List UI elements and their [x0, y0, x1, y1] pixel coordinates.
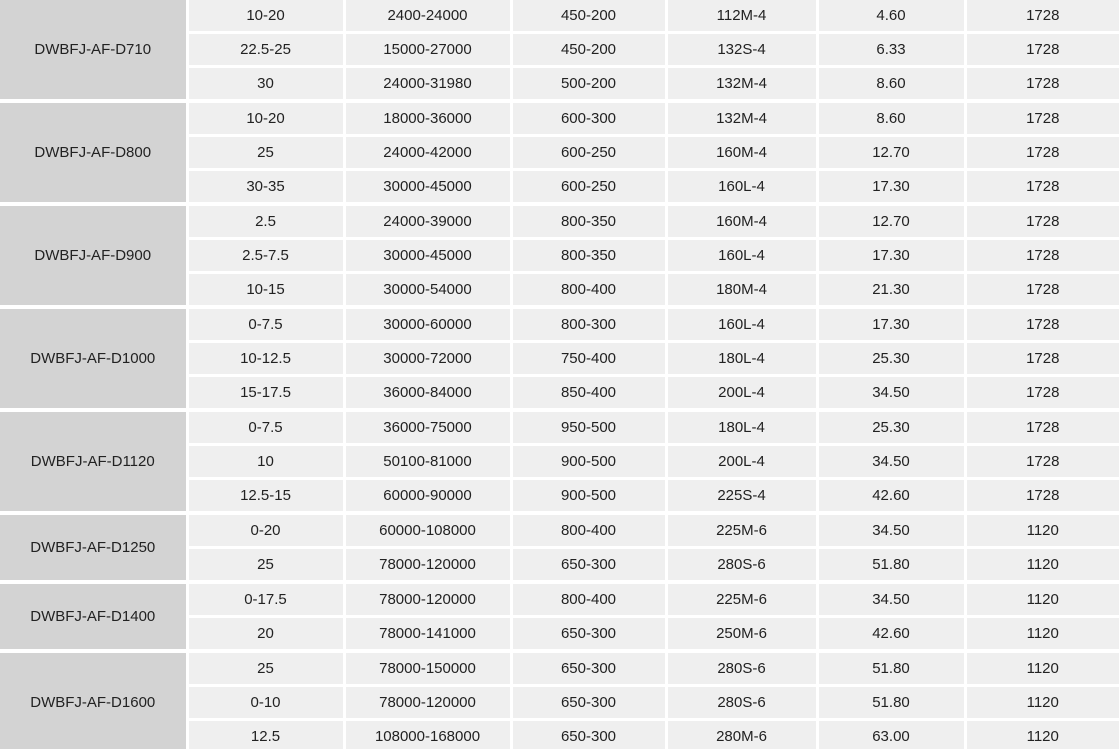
- motor-model-cell: 225S-4: [666, 479, 817, 514]
- pressure-cell: 900-500: [511, 445, 666, 479]
- speed-cell: 1120: [965, 720, 1119, 749]
- pressure-cell: 600-300: [511, 101, 666, 136]
- power-cell: 17.30: [817, 307, 965, 342]
- motor-model-cell: 180L-4: [666, 342, 817, 376]
- speed-cell: 1120: [965, 548, 1119, 583]
- power-cell: 25.30: [817, 410, 965, 445]
- speed-cell: 1728: [965, 445, 1119, 479]
- pressure-cell: 800-350: [511, 204, 666, 239]
- motor-model-cell: 160M-4: [666, 136, 817, 170]
- model-cell: DWBFJ-AF-D1250: [0, 513, 187, 582]
- power-cell: 21.30: [817, 273, 965, 308]
- power-cell: 51.80: [817, 548, 965, 583]
- pressure-cell: 650-300: [511, 686, 666, 720]
- speed-cell: 1728: [965, 342, 1119, 376]
- pressure-cell: 800-300: [511, 307, 666, 342]
- power-cell: 8.60: [817, 67, 965, 102]
- speed-cell: 1728: [965, 67, 1119, 102]
- angle-cell: 25: [187, 651, 344, 686]
- pressure-cell: 900-500: [511, 479, 666, 514]
- speed-cell: 1728: [965, 204, 1119, 239]
- angle-cell: 10-15: [187, 273, 344, 308]
- power-cell: 51.80: [817, 686, 965, 720]
- angle-cell: 0-10: [187, 686, 344, 720]
- speed-cell: 1120: [965, 513, 1119, 548]
- speed-cell: 1728: [965, 0, 1119, 33]
- pressure-cell: 600-250: [511, 136, 666, 170]
- power-cell: 34.50: [817, 376, 965, 411]
- power-cell: 8.60: [817, 101, 965, 136]
- power-cell: 12.70: [817, 136, 965, 170]
- power-cell: 34.50: [817, 513, 965, 548]
- speed-cell: 1120: [965, 582, 1119, 617]
- motor-model-cell: 180M-4: [666, 273, 817, 308]
- speed-cell: 1728: [965, 33, 1119, 67]
- airflow-cell: 36000-75000: [344, 410, 511, 445]
- airflow-cell: 108000-168000: [344, 720, 511, 749]
- power-cell: 51.80: [817, 651, 965, 686]
- angle-cell: 0-7.5: [187, 410, 344, 445]
- angle-cell: 12.5-15: [187, 479, 344, 514]
- airflow-cell: 60000-90000: [344, 479, 511, 514]
- angle-cell: 0-20: [187, 513, 344, 548]
- model-cell: DWBFJ-AF-D900: [0, 204, 187, 307]
- power-cell: 17.30: [817, 170, 965, 205]
- motor-model-cell: 280S-6: [666, 548, 817, 583]
- airflow-cell: 2400-24000: [344, 0, 511, 33]
- model-cell: DWBFJ-AF-D1120: [0, 410, 187, 513]
- table-row: [0, 0, 1119, 33]
- airflow-cell: 78000-120000: [344, 582, 511, 617]
- model-cell: DWBFJ-AF-D800: [0, 101, 187, 204]
- speed-cell: 1120: [965, 617, 1119, 652]
- pressure-cell: 800-350: [511, 239, 666, 273]
- angle-cell: 25: [187, 136, 344, 170]
- pressure-cell: 650-300: [511, 617, 666, 652]
- pressure-cell: 800-400: [511, 273, 666, 308]
- pressure-cell: 500-200: [511, 67, 666, 102]
- motor-model-cell: 112M-4: [666, 0, 817, 33]
- angle-cell: 20: [187, 617, 344, 652]
- speed-cell: 1728: [965, 170, 1119, 205]
- speed-cell: 1120: [965, 686, 1119, 720]
- airflow-cell: 78000-141000: [344, 617, 511, 652]
- angle-cell: 0-7.5: [187, 307, 344, 342]
- power-cell: 34.50: [817, 445, 965, 479]
- motor-model-cell: 160L-4: [666, 239, 817, 273]
- table-row: [0, 101, 1119, 136]
- speed-cell: 1728: [965, 410, 1119, 445]
- angle-cell: 30-35: [187, 170, 344, 205]
- motor-model-cell: 160L-4: [666, 170, 817, 205]
- motor-model-cell: 132M-4: [666, 67, 817, 102]
- pressure-cell: 450-200: [511, 33, 666, 67]
- table-row: [0, 307, 1119, 342]
- motor-model-cell: 160L-4: [666, 307, 817, 342]
- motor-model-cell: 280S-6: [666, 686, 817, 720]
- angle-cell: 25: [187, 548, 344, 583]
- power-cell: 42.60: [817, 479, 965, 514]
- airflow-cell: 30000-45000: [344, 239, 511, 273]
- pressure-cell: 650-300: [511, 651, 666, 686]
- angle-cell: 10-12.5: [187, 342, 344, 376]
- angle-cell: 2.5: [187, 204, 344, 239]
- motor-model-cell: 180L-4: [666, 410, 817, 445]
- power-cell: 63.00: [817, 720, 965, 749]
- model-cell: DWBFJ-AF-D1400: [0, 582, 187, 651]
- angle-cell: 30: [187, 67, 344, 102]
- power-cell: 17.30: [817, 239, 965, 273]
- table-row: [0, 582, 1119, 617]
- airflow-cell: 50100-81000: [344, 445, 511, 479]
- speed-cell: 1728: [965, 239, 1119, 273]
- motor-model-cell: 132M-4: [666, 101, 817, 136]
- motor-model-cell: 280M-6: [666, 720, 817, 749]
- pressure-cell: 750-400: [511, 342, 666, 376]
- pressure-cell: 950-500: [511, 410, 666, 445]
- angle-cell: 10: [187, 445, 344, 479]
- table-row: [0, 651, 1119, 686]
- airflow-cell: 30000-54000: [344, 273, 511, 308]
- angle-cell: 10-20: [187, 101, 344, 136]
- airflow-cell: 15000-27000: [344, 33, 511, 67]
- motor-model-cell: 225M-6: [666, 513, 817, 548]
- airflow-cell: 78000-150000: [344, 651, 511, 686]
- power-cell: 34.50: [817, 582, 965, 617]
- angle-cell: 22.5-25: [187, 33, 344, 67]
- airflow-cell: 36000-84000: [344, 376, 511, 411]
- angle-cell: 12.5: [187, 720, 344, 749]
- airflow-cell: 18000-36000: [344, 101, 511, 136]
- speed-cell: 1728: [965, 273, 1119, 308]
- airflow-cell: 30000-45000: [344, 170, 511, 205]
- table-row: [0, 513, 1119, 548]
- model-cell: DWBFJ-AF-D1600: [0, 651, 187, 749]
- power-cell: 12.70: [817, 204, 965, 239]
- pressure-cell: 450-200: [511, 0, 666, 33]
- airflow-cell: 30000-60000: [344, 307, 511, 342]
- angle-cell: 0-17.5: [187, 582, 344, 617]
- speed-cell: 1120: [965, 651, 1119, 686]
- speed-cell: 1728: [965, 101, 1119, 136]
- angle-cell: 15-17.5: [187, 376, 344, 411]
- motor-model-cell: 200L-4: [666, 376, 817, 411]
- pressure-cell: 800-400: [511, 582, 666, 617]
- speed-cell: 1728: [965, 376, 1119, 411]
- power-cell: 6.33: [817, 33, 965, 67]
- motor-model-cell: 280S-6: [666, 651, 817, 686]
- airflow-cell: 60000-108000: [344, 513, 511, 548]
- pressure-cell: 850-400: [511, 376, 666, 411]
- model-cell: DWBFJ-AF-D710: [0, 0, 187, 101]
- speed-cell: 1728: [965, 479, 1119, 514]
- motor-model-cell: 160M-4: [666, 204, 817, 239]
- table-row: [0, 410, 1119, 445]
- motor-model-cell: 250M-6: [666, 617, 817, 652]
- pressure-cell: 600-250: [511, 170, 666, 205]
- motor-model-cell: 200L-4: [666, 445, 817, 479]
- airflow-cell: 30000-72000: [344, 342, 511, 376]
- airflow-cell: 78000-120000: [344, 548, 511, 583]
- airflow-cell: 24000-31980: [344, 67, 511, 102]
- motor-model-cell: 132S-4: [666, 33, 817, 67]
- angle-cell: 2.5-7.5: [187, 239, 344, 273]
- power-cell: 25.30: [817, 342, 965, 376]
- speed-cell: 1728: [965, 136, 1119, 170]
- airflow-cell: 78000-120000: [344, 686, 511, 720]
- airflow-cell: 24000-39000: [344, 204, 511, 239]
- motor-model-cell: 225M-6: [666, 582, 817, 617]
- airflow-cell: 24000-42000: [344, 136, 511, 170]
- pressure-cell: 800-400: [511, 513, 666, 548]
- power-cell: 4.60: [817, 0, 965, 33]
- table-row: [0, 204, 1119, 239]
- angle-cell: 10-20: [187, 0, 344, 33]
- power-cell: 42.60: [817, 617, 965, 652]
- speed-cell: 1728: [965, 307, 1119, 342]
- pressure-cell: 650-300: [511, 720, 666, 749]
- model-cell: DWBFJ-AF-D1000: [0, 307, 187, 410]
- pressure-cell: 650-300: [511, 548, 666, 583]
